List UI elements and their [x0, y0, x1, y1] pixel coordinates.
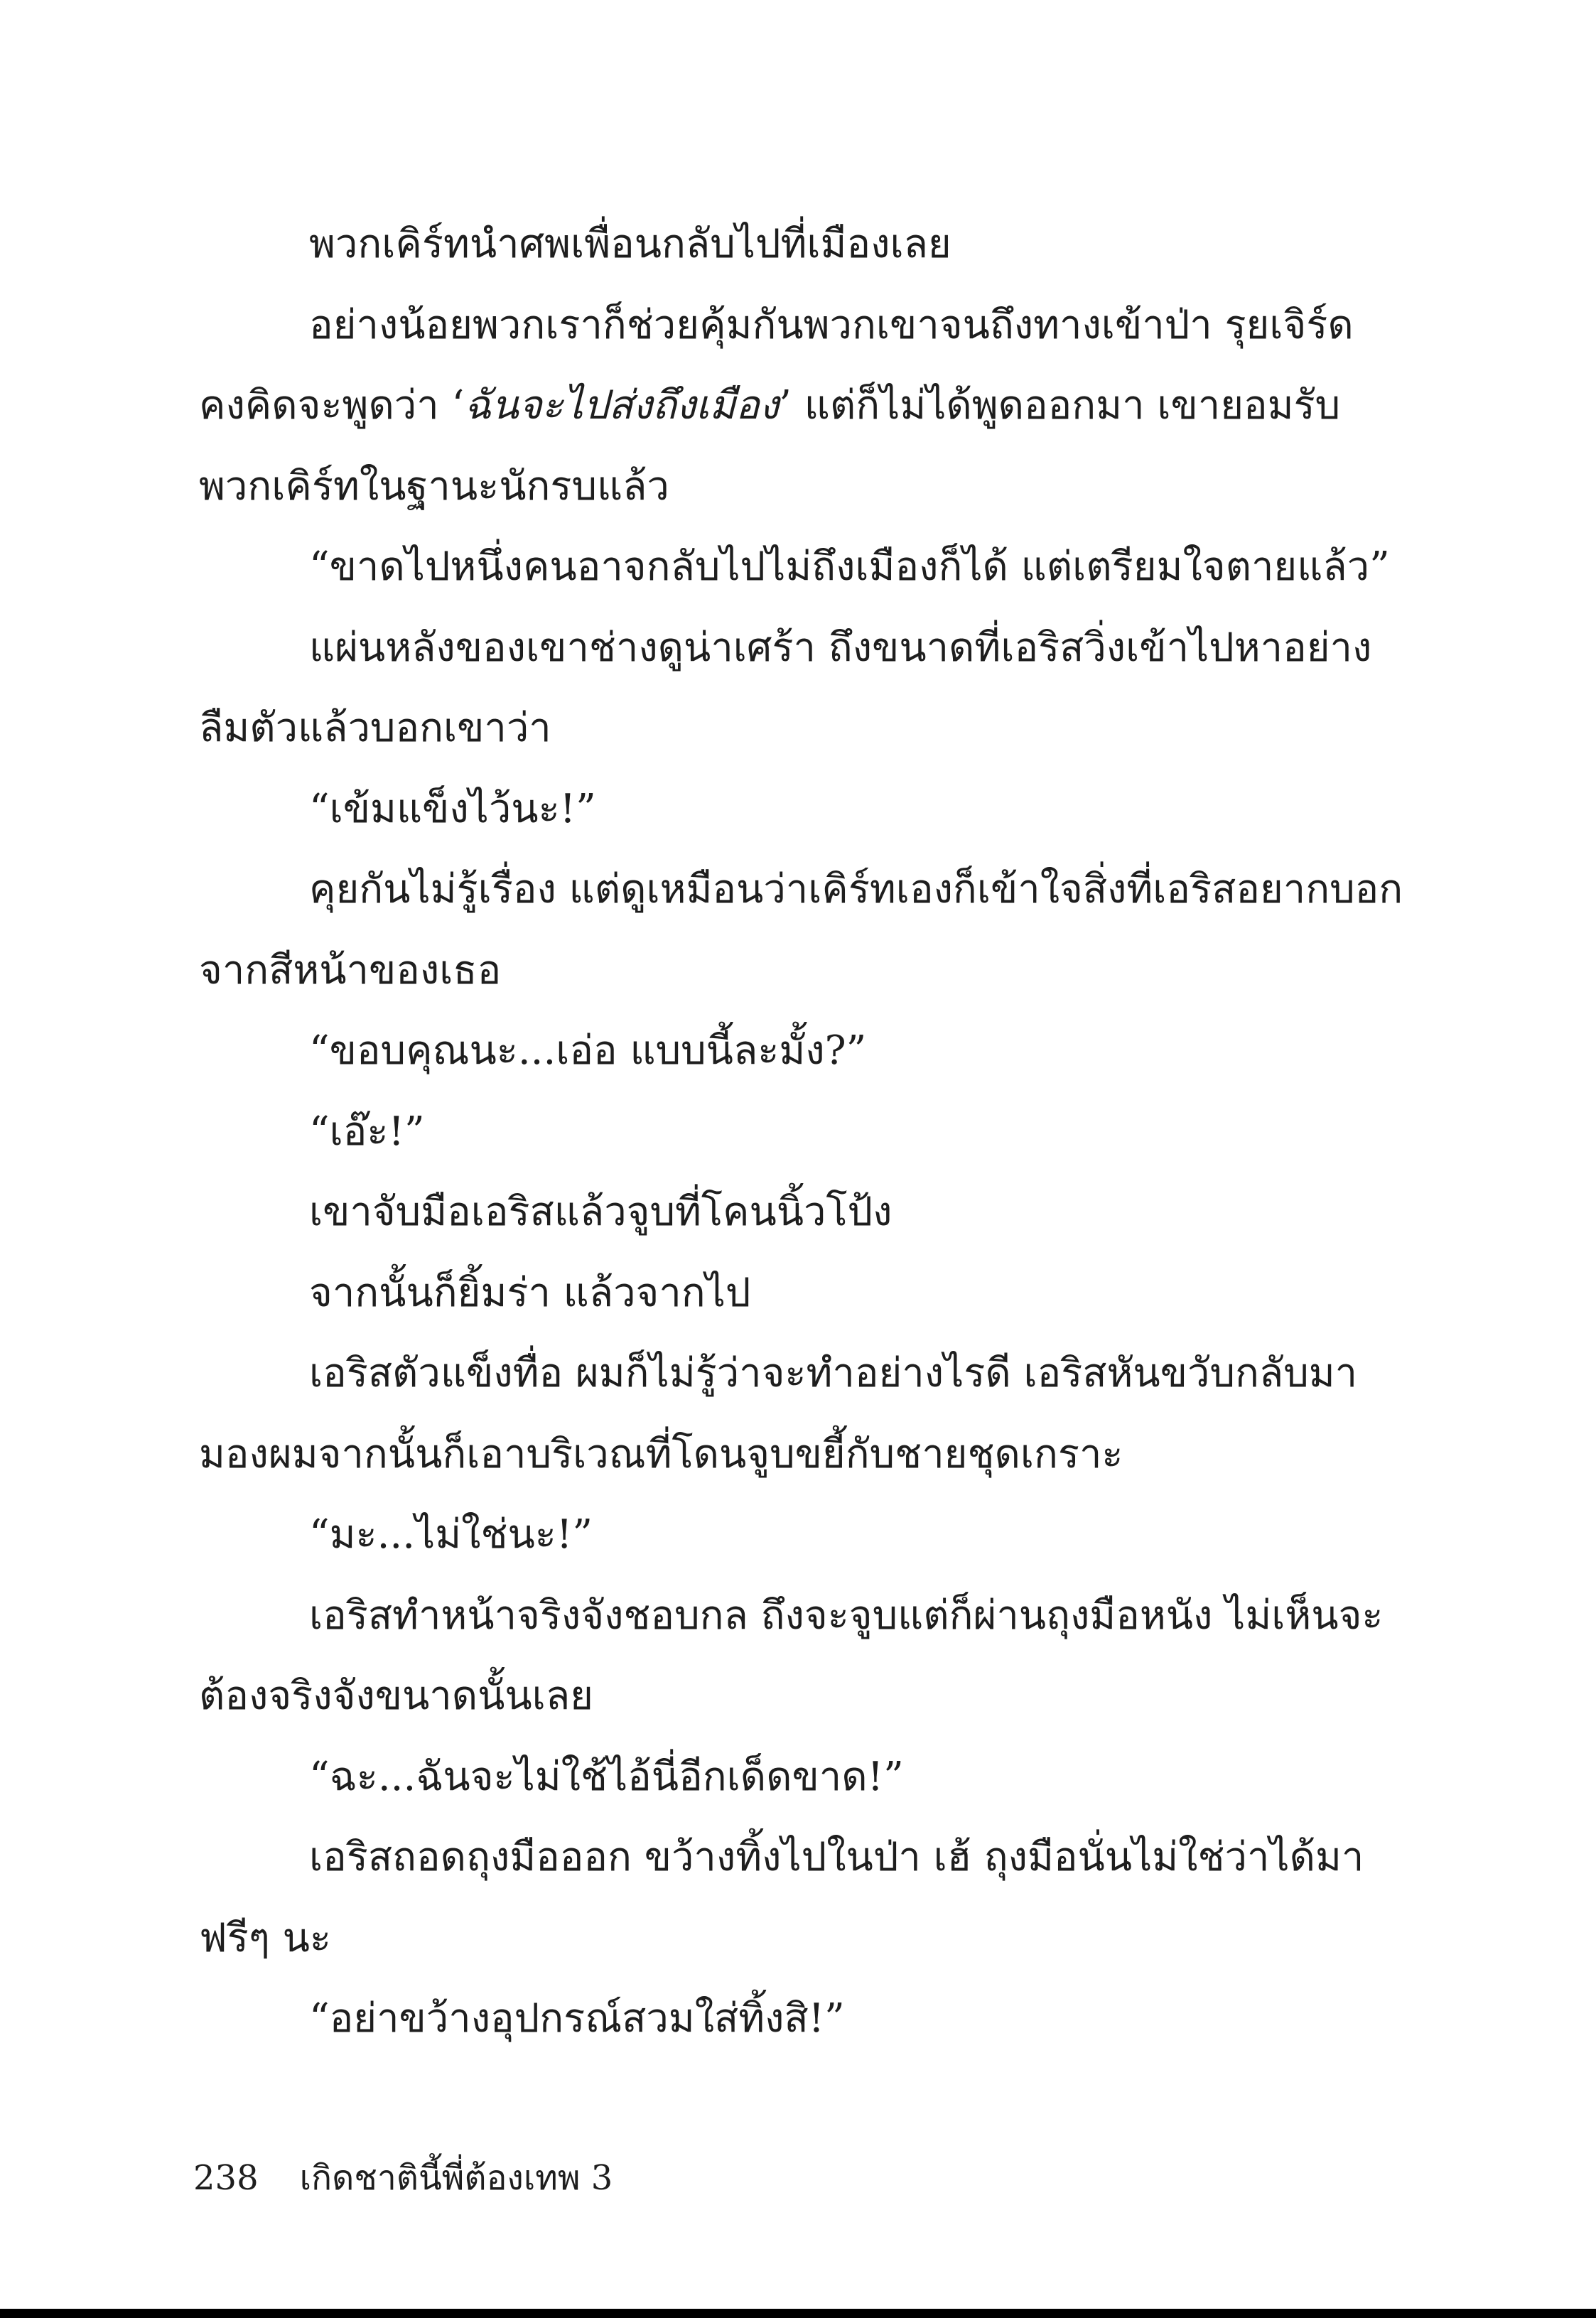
- text-line: “เข้มแข็งไว้นะ!”: [309, 785, 596, 832]
- text-line: มองผมจากนั้นก็เอาบริเวณที่โดนจูบขยี้กับชายชุดเกราะ: [199, 1430, 1123, 1477]
- text-line: “มะ...ไม่ใช่นะ!”: [309, 1511, 593, 1558]
- text-line: “ฉะ...ฉันจะไม่ใช้ไอ้นี่อีกเด็ดขาด!”: [309, 1753, 904, 1800]
- text-line: พวกเคิร์ทนำศพเพื่อนกลับไปที่เมืองเลย: [309, 221, 951, 267]
- text-line: แผ่นหลังของเขาช่างดูน่าเศร้า ถึงขนาดที่เอริสวิ่งเข้าไปหาอย่าง: [309, 624, 1372, 671]
- text-line: “อย่าขว้างอุปกรณ์สวมใส่ทิ้งสิ!”: [309, 1995, 845, 2042]
- text-line: “ขาดไปหนึ่งคนอาจกลับไปไม่ถึงเมืองก็ได้ แต่เตรียมใจตายแล้ว”: [309, 544, 1390, 590]
- text-line: ต้องจริงจังขนาดนั้นเลย: [199, 1673, 593, 1719]
- text-line: เขาจับมือเอริสแล้วจูบที่โคนนิ้วโป้ง: [309, 1189, 893, 1235]
- text-line: เอริสทำหน้าจริงจังชอบกล ถึงจะจูบแต่ก็ผ่านถุงมือหนัง ไม่เห็นจะ: [309, 1592, 1384, 1639]
- text-segment: ’ แต่ก็ไม่ได้พูดออกมา เขายอมรับ: [779, 382, 1341, 428]
- book-title: เกิดชาตินี้พี่ต้องเทพ 3: [299, 2158, 613, 2198]
- bottom-border: [0, 2309, 1596, 2318]
- text-line: [199, 365, 1341, 446]
- text-line: จากสีหน้าของเธอ: [199, 947, 502, 993]
- text-segment: คงคิดจะพูดว่า ‘: [199, 382, 465, 428]
- page-footer: [193, 2146, 613, 2210]
- text-line: พวกเคิร์ทในฐานะนักรบแล้ว: [199, 463, 669, 510]
- text-line: อย่างน้อยพวกเราก็ช่วยคุ้มกันพวกเขาจนถึงทางเข้าป่า รุยเจิร์ด: [309, 301, 1354, 348]
- italic-quote: ฉันจะไปส่งถึงเมือง: [464, 382, 780, 428]
- text-line: ลืมตัวแล้วบอกเขาว่า: [199, 705, 551, 751]
- text-line: “เอ๊ะ!”: [309, 1108, 425, 1155]
- text-line: จากนั้นก็ยิ้มร่า แล้วจากไป: [309, 1269, 751, 1316]
- text-line: เอริสถอดถุงมือออก ขว้างทิ้งไปในป่า เฮ้ ถุงมือนั่นไม่ใช่ว่าได้มา: [309, 1834, 1364, 1880]
- page-number: 238: [193, 2158, 259, 2198]
- text-line: “ขอบคุณนะ...เอ่อ แบบนี้ละมั้ง?”: [309, 1028, 867, 1074]
- body-text: [199, 204, 1403, 2059]
- text-line: คุยกันไม่รู้เรื่อง แต่ดูเหมือนว่าเคิร์ทเองก็เข้าใจสิ่งที่เอริสอยากบอก: [309, 866, 1403, 912]
- text-line: ฟรีๆ นะ: [199, 1914, 331, 1961]
- text-line: เอริสตัวแข็งทื่อ ผมก็ไม่รู้ว่าจะทำอย่างไรดี เอริสหันขวับกลับมา: [309, 1350, 1358, 1396]
